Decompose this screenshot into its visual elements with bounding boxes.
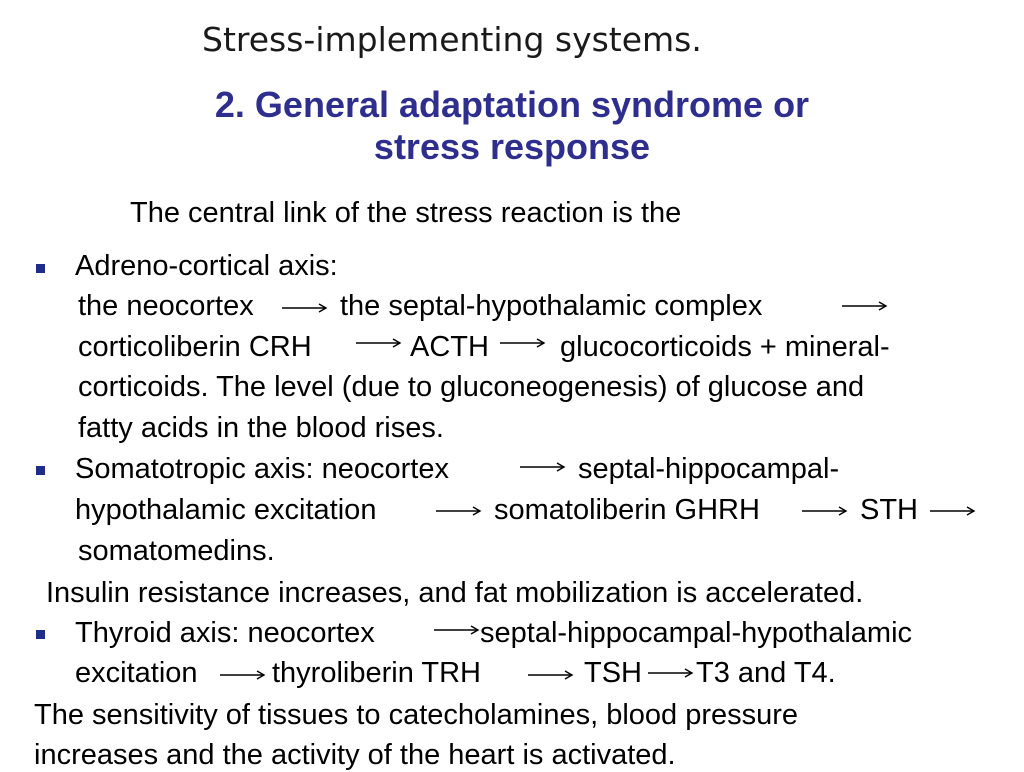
- somato-line1b: septal-hippocampal-: [578, 453, 840, 485]
- arrow-right-icon: [930, 506, 976, 516]
- somato-line3: somatomedins.: [78, 535, 275, 567]
- thyroid-line2b: thyroliberin TRH: [272, 657, 481, 689]
- bullet-square-icon: [36, 264, 45, 273]
- thyroid-line2d: T3 and T4.: [696, 657, 836, 689]
- adreno-line3: corticoids. The level (due to gluconeogenesis) of glucose and: [78, 371, 865, 403]
- arrow-right-icon: [520, 462, 566, 472]
- bullet-square-icon: [36, 466, 45, 475]
- adreno-line4: fatty acids in the blood rises.: [78, 412, 444, 444]
- adreno-line1a: the neocortex: [78, 290, 254, 322]
- thyroid-line1a: Thyroid axis: neocortex: [75, 617, 375, 649]
- somato-line2c: STH: [860, 494, 918, 526]
- sensitivity-line2: increases and the activity of the heart is activated.: [34, 739, 676, 771]
- arrow-right-icon: [802, 506, 848, 516]
- arrow-right-icon: [500, 338, 546, 348]
- somato-line2a: hypothalamic excitation: [75, 494, 377, 526]
- arrow-right-icon: [434, 625, 480, 635]
- thyroid-line2a: excitation: [75, 657, 198, 689]
- thyroid-line2c: TSH: [584, 657, 642, 689]
- adreno-heading: Adreno-cortical axis:: [75, 250, 338, 282]
- adreno-line2b: ACTH: [410, 331, 489, 363]
- slide-title: [0, 78, 1024, 174]
- arrow-right-icon: [842, 301, 888, 311]
- adreno-line2c: glucocorticoids + mineral-: [560, 331, 890, 363]
- thyroid-line1b: septal-hippocampal-hypothalamic: [480, 617, 913, 649]
- bullet-square-icon: [36, 630, 45, 639]
- arrow-right-icon: [220, 670, 266, 680]
- arrow-right-icon: [436, 506, 482, 516]
- arrow-right-icon: [648, 668, 694, 678]
- slide-subtitle: Stress-implementing systems.: [202, 20, 702, 59]
- arrow-right-icon: [282, 303, 328, 313]
- slide-title-line1: 2. General adaptation syndrome or: [214, 84, 810, 125]
- adreno-line2a: corticoliberin CRH: [78, 331, 312, 363]
- sensitivity-line1: The sensitivity of tissues to catecholamines, blood pressure: [34, 699, 799, 731]
- arrow-right-icon: [528, 670, 574, 680]
- arrow-right-icon: [356, 338, 402, 348]
- insulin-text: Insulin resistance increases, and fat mobilization is accelerated.: [46, 577, 864, 609]
- slide-title-line2: stress response: [373, 126, 651, 167]
- somato-line2b: somatoliberin GHRH: [494, 494, 760, 526]
- adreno-line1b: the septal-hypothalamic complex: [340, 290, 763, 322]
- somato-line1a: Somatotropic axis: neocortex: [75, 453, 449, 485]
- intro-text: The central link of the stress reaction is the: [130, 197, 682, 229]
